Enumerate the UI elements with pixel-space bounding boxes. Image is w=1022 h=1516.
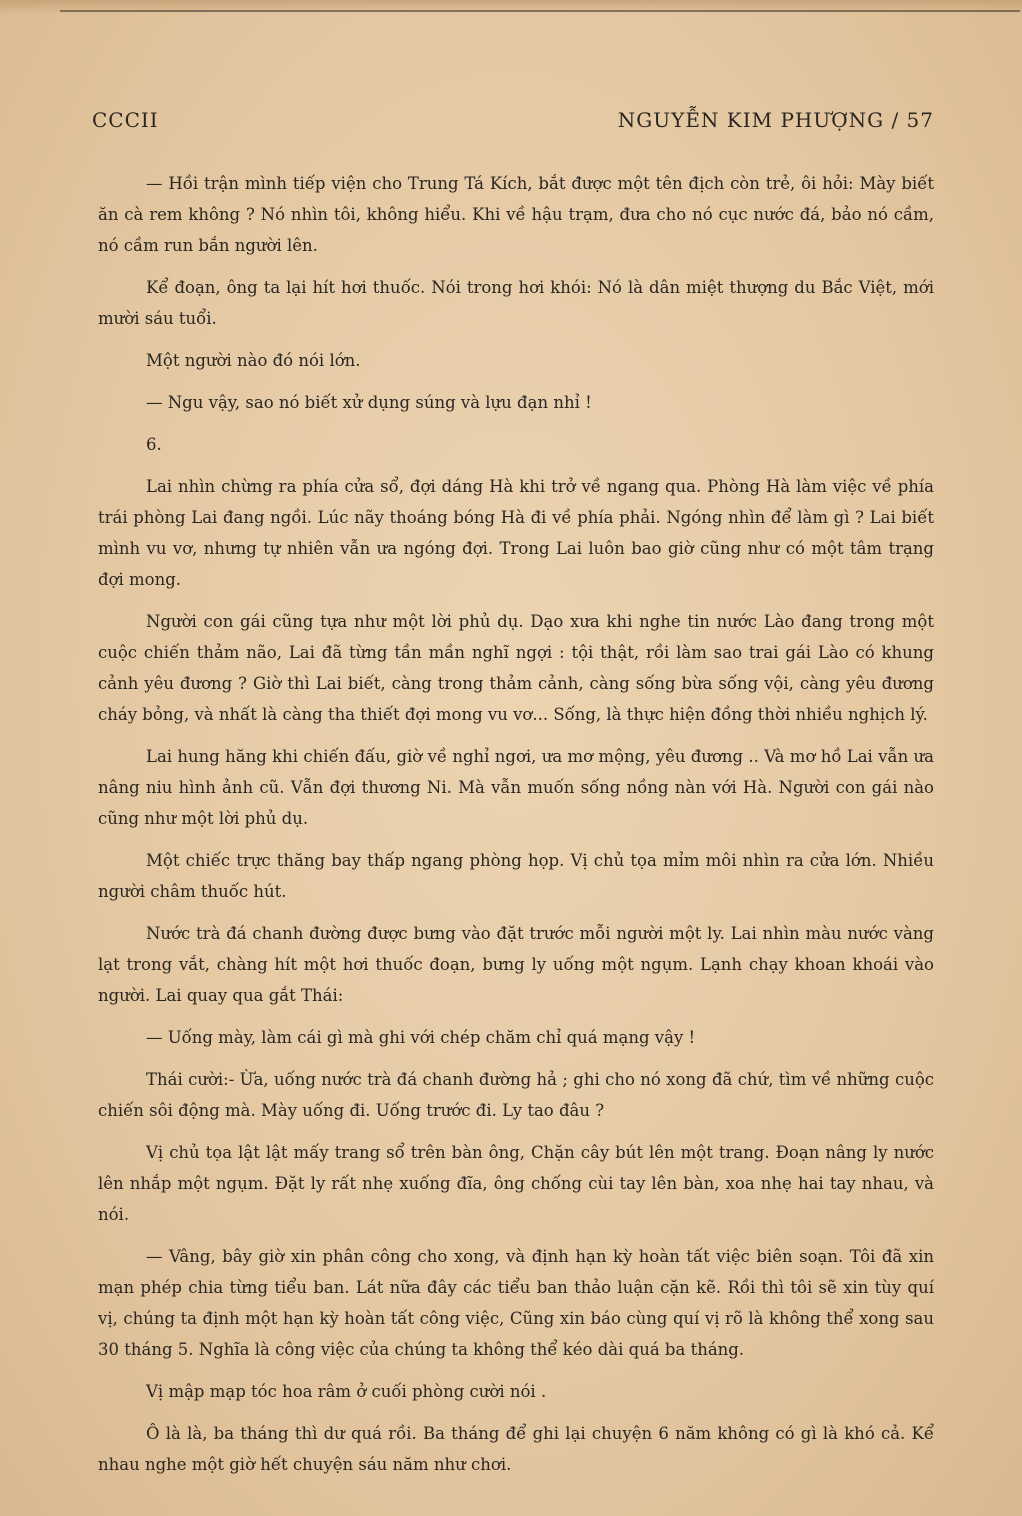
paragraph: Kể đoạn, ông ta lại hít hơi thuốc. Nói trong hơi khói: Nó là dân miệt thượng du Bắc Việt, mới mười sáu tuổi.: [98, 278, 934, 328]
top-rule: [60, 10, 1020, 12]
paragraph: — Uống mày, làm cái gì mà ghi với chép chăm chỉ quá mạng vậy !: [146, 1028, 696, 1047]
header-section-number: CCCII: [92, 108, 159, 132]
section-number: 6.: [146, 435, 162, 454]
paragraph: Nước trà đá chanh đường được bưng vào đặt trước mỗi người một ly. Lai nhìn màu nước vàng lạt trong vắt, chàng hít một hơi thuốc đoạn, bưng ly uống một ngụm. Lạnh chạy khoan khoái vào người. Lai quay qua gắt Thái:: [98, 924, 934, 1005]
running-header: [92, 108, 934, 138]
paragraph: Thái cười:- Ừa, uống nước trà đá chanh đường hả ; ghi cho nó xong đã chứ, tìm về những cuộc chiến sôi động mà. Mày uống đi. Uống trước đi. Ly tao đâu ?: [98, 1070, 934, 1120]
paragraph: Lai nhìn chừng ra phía cửa sổ, đợi dáng Hà khi trở về ngang qua. Phòng Hà làm việc về phía trái phòng Lai đang ngồi. Lúc nãy thoáng bóng Hà đi về phía phải. Ngóng nhìn để làm gì ? Lai biết mình vu vơ, nhưng tự nhiên vẫn ưa ngóng đợi. Trong Lai luôn bao giờ cũng như có một tâm trạng đợi mong.: [98, 477, 934, 589]
paragraph: Người con gái cũng tựa như một lời phủ dụ. Dạo xưa khi nghe tin nước Lào đang trong một cuộc chiến thảm não, Lai đã từng tần mần nghĩ ngợi : tội thật, rồi làm sao trai gái Lào có khung cảnh yêu đương ? Giờ thì Lai biết, càng trong thảm cảnh, càng sống bừa sống vội, càng yêu đương cháy bỏng, và nhất là càng tha thiết đợi mong vu vơ... Sống, là thực hiện đồng thời nhiều nghịch lý.: [98, 612, 934, 724]
paragraph: Một người nào đó nói lớn.: [146, 351, 361, 370]
body-text: [98, 168, 934, 1491]
paragraph: Vị chủ tọa lật lật mấy trang sổ trên bàn ông, Chặn cây bút lên một trang. Đoạn nâng ly nước lên nhắp một ngụm. Đặt ly rất nhẹ xuống đĩa, ông chống cùi tay lên bàn, xoa nhẹ hai tay nhau, và nói.: [98, 1143, 934, 1224]
paragraph: Lai hung hăng khi chiến đấu, giờ về nghỉ ngơi, ưa mơ mộng, yêu đương .. Và mơ hồ Lai vẫn ưa nâng niu hình ảnh cũ. Vẫn đợi thương Ni. Mà vẫn muốn sống nồng nàn với Hà. Người con gái nào cũng như một lời phủ dụ.: [98, 747, 934, 828]
paragraph: Ô là là, ba tháng thì dư quá rồi. Ba tháng để ghi lại chuyện 6 năm không có gì là khó cả. Kể nhau nghe một giờ hết chuyện sáu năm như chơi.: [98, 1424, 934, 1474]
paragraph: Một chiếc trực thăng bay thấp ngang phòng họp. Vị chủ tọa mỉm môi nhìn ra cửa lớn. Nhiều người châm thuốc hút.: [98, 851, 934, 901]
paragraph: — Hồi trận mình tiếp viện cho Trung Tá Kích, bắt được một tên địch còn trẻ, ôi hỏi: Mày biết ăn cà rem không ? Nó nhìn tôi, không hiểu. Khi về hậu trạm, đưa cho nó cục nước đá, bảo nó cầm, nó cầm run bắn người lên.: [98, 174, 934, 255]
header-author-page: NGUYỄN KIM PHƯỢNG / 57: [617, 108, 934, 132]
paragraph: Vị mập mạp tóc hoa râm ở cuối phòng cười nói .: [146, 1382, 547, 1401]
paragraph: — Vâng, bây giờ xin phân công cho xong, và định hạn kỳ hoàn tất việc biên soạn. Tôi đã xin mạn phép chia từng tiểu ban. Lát nữa đây các tiểu ban thảo luận cặn kẽ. Rồi thì tôi sẽ xin tùy quí vị, chúng ta định một hạn kỳ hoàn tất công việc, Cũng xin báo cùng quí vị rõ là không thể xong sau 30 tháng 5. Nghĩa là công việc của chúng ta không thể kéo dài quá ba tháng.: [98, 1247, 934, 1359]
paragraph: — Ngu vậy, sao nó biết xử dụng súng và lựu đạn nhỉ !: [146, 393, 592, 412]
